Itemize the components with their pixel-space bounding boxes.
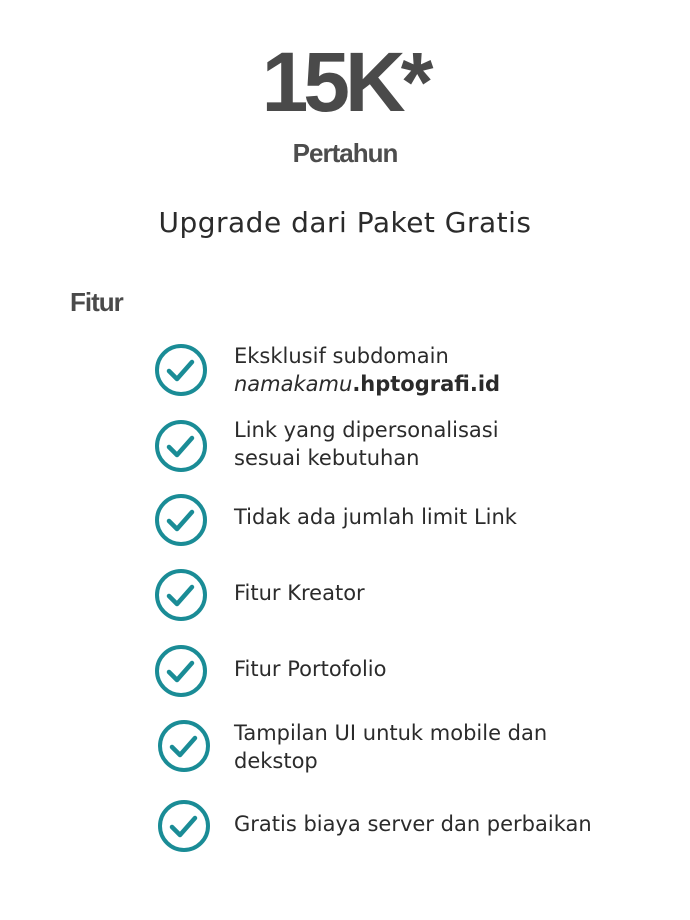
feature-text-line1: Fitur Kreator xyxy=(234,581,365,605)
check-circle-icon xyxy=(153,643,209,699)
domain-name: .hptografi.id xyxy=(352,372,501,396)
check-circle-icon xyxy=(153,342,209,398)
check-circle-icon xyxy=(153,492,209,548)
price-value: 15K* xyxy=(261,35,429,129)
plan-subtitle: Upgrade dari Paket Gratis xyxy=(158,206,532,239)
check-circle-icon xyxy=(153,567,209,623)
feature-item xyxy=(153,342,633,402)
feature-item xyxy=(153,418,633,478)
feature-item xyxy=(153,643,633,703)
feature-text-line1: Tampilan UI untuk mobile dan xyxy=(234,721,548,745)
price-period: Pertahun xyxy=(292,138,398,168)
features-title: Fitur xyxy=(70,287,123,317)
feature-item xyxy=(153,718,633,778)
check-circle-icon xyxy=(156,718,212,774)
feature-text-line1: Gratis biaya server dan perbaikan xyxy=(234,812,592,836)
feature-text-line1: Tidak ada jumlah limit Link xyxy=(234,505,517,529)
feature-text-line2: sesuai kebutuhan xyxy=(234,446,420,470)
feature-text-line1: Fitur Portofolio xyxy=(234,657,387,681)
check-circle-icon xyxy=(156,798,212,854)
feature-text-line2 xyxy=(234,370,500,398)
feature-text-line2: dekstop xyxy=(234,749,318,773)
feature-text-line1: Link yang dipersonalisasi xyxy=(234,418,499,442)
check-circle-icon xyxy=(153,418,209,474)
subdomain-placeholder: namakamu xyxy=(234,372,353,396)
feature-text-line1: Eksklusif subdomain xyxy=(234,344,449,368)
feature-item xyxy=(153,798,633,858)
feature-item xyxy=(153,567,633,627)
feature-item xyxy=(153,492,633,552)
